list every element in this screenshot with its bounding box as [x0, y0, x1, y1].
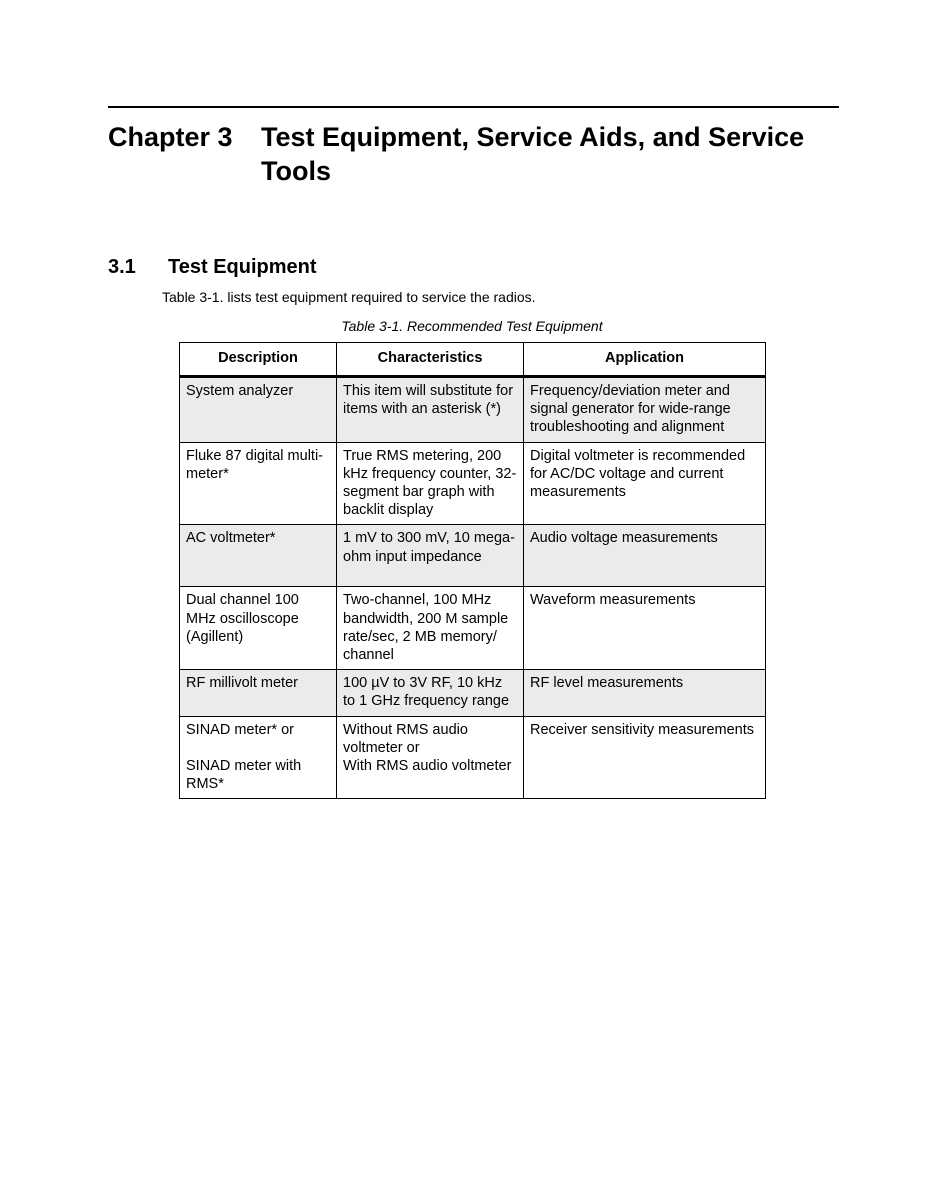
section-title: Test Equipment	[168, 256, 317, 278]
section-number: 3.1	[108, 256, 136, 278]
cell-description: System analyzer	[180, 377, 337, 443]
test-equipment-table	[179, 342, 766, 799]
chapter-top-rule	[108, 106, 839, 108]
cell-application: Frequency/deviation meter and signal generator for wide-range troubleshooting and alignment	[524, 377, 766, 443]
cell-application: Audio voltage measurements	[524, 525, 766, 587]
cell-description: RF millivolt meter	[180, 670, 337, 716]
table-row	[180, 670, 766, 716]
cell-characteristics: This item will substitute for items with an asterisk (*)	[337, 377, 524, 443]
chapter-title: Test Equipment, Service Aids, and Service Tools	[261, 122, 805, 186]
cell-application: Receiver sensitivity measurements	[524, 716, 766, 799]
table-row	[180, 442, 766, 525]
cell-application: RF level measurements	[524, 670, 766, 716]
cell-characteristics: Two-channel, 100 MHz bandwidth, 200 M sample rate/sec, 2 MB memory/ channel	[337, 587, 524, 670]
column-header-application: Application	[524, 343, 766, 377]
chapter-number: Chapter 3	[108, 122, 233, 152]
cell-application: Digital voltmeter is recommended for AC/DC voltage and current measurements	[524, 442, 766, 525]
cell-characteristics: 100 µV to 3V RF, 10 kHz to 1 GHz frequency range	[337, 670, 524, 716]
cell-characteristics	[337, 716, 524, 799]
table-row	[180, 377, 766, 443]
cell-description: Fluke 87 digital multi-meter*	[180, 442, 337, 525]
cell-application: Waveform measurements	[524, 587, 766, 670]
cell-description	[180, 716, 337, 799]
table-header-row	[180, 343, 766, 377]
cell-characteristics: True RMS metering, 200 kHz frequency counter, 32-segment bar graph with backlit display	[337, 442, 524, 525]
table-row	[180, 716, 766, 799]
cell-description: Dual channel 100 MHz oscilloscope (Agillent)	[180, 587, 337, 670]
cell-characteristics: 1 mV to 300 mV, 10 mega-ohm input impedance	[337, 525, 524, 587]
section-intro-text: Table 3-1. lists test equipment required to service the radios.	[162, 289, 536, 305]
cell-description-line: SINAD meter with RMS*	[186, 757, 302, 793]
column-header-description: Description	[180, 343, 337, 377]
cell-characteristics-line: With RMS audio voltmeter	[343, 758, 512, 775]
cell-description-line: SINAD meter* or	[186, 721, 294, 738]
table-row	[180, 587, 766, 670]
section-heading	[108, 256, 317, 279]
cell-characteristics-line: Without RMS audio voltmeter or	[343, 721, 468, 756]
table-caption: Table 3-1. Recommended Test Equipment	[341, 318, 603, 334]
cell-description: AC voltmeter*	[180, 525, 337, 587]
column-header-characteristics: Characteristics	[337, 343, 524, 377]
table-row	[180, 525, 766, 587]
